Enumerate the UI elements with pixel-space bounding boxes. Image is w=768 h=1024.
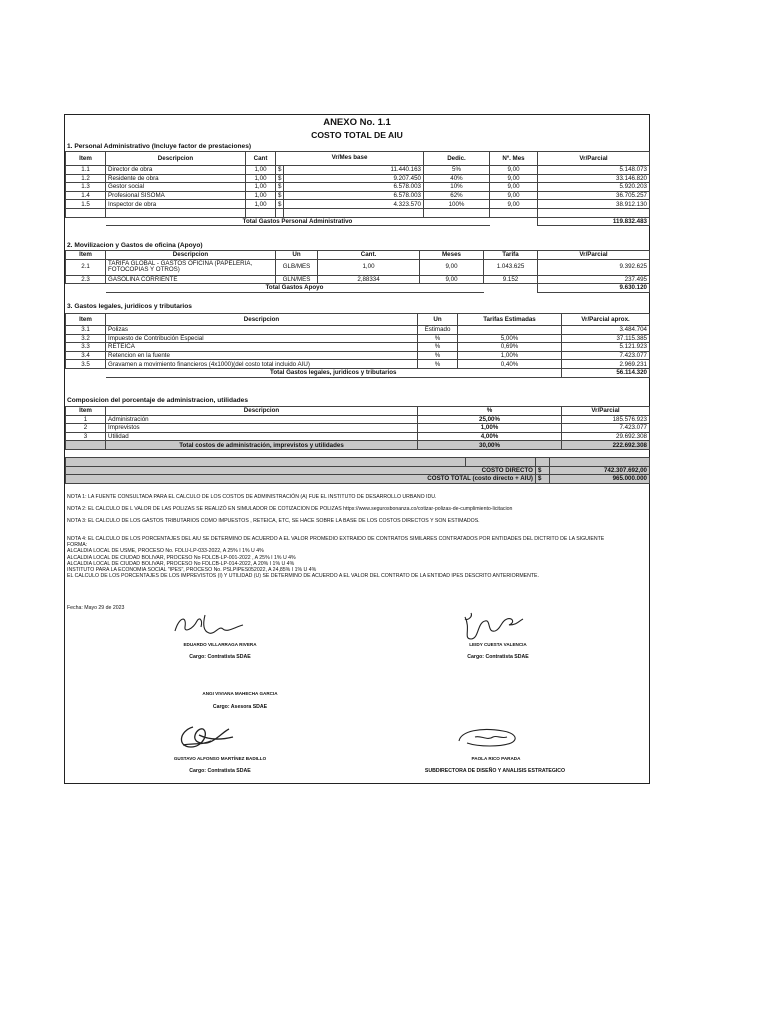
- cell-cant: 1,00: [246, 200, 276, 209]
- table-row: [66, 424, 650, 433]
- cell-pct: 1,00%: [418, 424, 562, 433]
- signature-4-icon: [173, 719, 237, 753]
- col-header: Un: [276, 251, 318, 260]
- cell-base: 4.323.570: [284, 200, 424, 209]
- col-header: Vr/Parcial: [538, 152, 650, 166]
- col-header: Tarifa: [484, 251, 538, 260]
- cell-cur: $: [276, 183, 284, 192]
- costo-directo-label: COSTO DIRECTO: [66, 466, 536, 475]
- table-row: [66, 351, 650, 360]
- section-2-heading: 2. Movilizacion y Gastos de oficina (Apoyo): [67, 242, 203, 249]
- cell-cant: 1,00: [246, 183, 276, 192]
- cell-cant: 2,88334: [318, 275, 420, 284]
- note-4-line: ALCALDIA LOCAL DE CIUDAD BOLIVAR, PROCESO No FDLCB-LP-014-2022, A 20% I 1% U 4%: [67, 560, 295, 567]
- cell-cur: $: [276, 191, 284, 200]
- legales-table: [65, 313, 650, 378]
- note-4-line: NOTA 4: EL CALCULO DE LOS PORCENTAJES DEL AIU SE DETERMINO DE ACUERDO A EL VALOR PROMEDIO EXTRAIDO DE CONTRATOS SIMILARES CONTRATADOS POR ENTIDADES DEL DICTRITO DE LA SIGUIENTE: [67, 536, 605, 542]
- table-row: [66, 174, 650, 183]
- cell-desc: Residente de obra: [106, 174, 246, 183]
- signatory-4-cargo: Cargo: Contratista SDAE: [189, 768, 251, 774]
- table-row: [66, 259, 650, 275]
- cell-item: 2.1: [66, 259, 106, 275]
- cell-desc: Imprevistos: [106, 424, 418, 433]
- section-4-heading: Composicion del porcentaje de administracion, utilidades: [67, 397, 248, 404]
- col-header: Vr/Parcial aprox.: [562, 314, 650, 326]
- cell-parcial: 7.423.077: [562, 351, 650, 360]
- col-header: Vr/Parcial: [538, 251, 650, 260]
- cell-dedic: 10%: [424, 183, 490, 192]
- col-header: Descripcion: [106, 314, 418, 326]
- signatory-2-name: LEIDY CUESTA VALENCIA: [469, 642, 527, 647]
- cell-un: Estimado: [418, 326, 458, 335]
- cell-cur: $: [276, 174, 284, 183]
- cell-item: 1.4: [66, 191, 106, 200]
- section-3-heading: 3. Gastos legales, juridicos y tributarios: [67, 303, 192, 310]
- cell-parcial: 237.495: [538, 275, 650, 284]
- table-row-empty: [66, 208, 650, 217]
- section-1-heading: 1. Personal Administrativo (Incluye factor de prestaciones): [67, 143, 252, 150]
- col-header: Tarifas Estimadas: [458, 314, 562, 326]
- summary-table: [65, 457, 650, 484]
- costo-directo-currency: $: [536, 466, 550, 475]
- table-row: [66, 415, 650, 424]
- total-label: Total Gastos legales, juridicos y tributarios: [106, 368, 562, 377]
- cell-desc: Impuesto de Contribución Especial: [106, 334, 418, 343]
- signatory-2-cargo: Cargo: Contratista SDAE: [467, 654, 529, 660]
- col-header: Item: [66, 314, 106, 326]
- cell-desc: Inspector de obra: [106, 200, 246, 209]
- cell-meses: 9,00: [420, 259, 484, 275]
- table-row: [66, 432, 650, 441]
- table-header-row: [66, 251, 650, 260]
- cell-desc: Retencion en la fuente: [106, 351, 418, 360]
- document-subtitle: COSTO TOTAL DE AIU: [311, 130, 403, 140]
- cell-item: 1.1: [66, 166, 106, 175]
- col-header: %: [418, 407, 562, 416]
- cell-un: %: [418, 343, 458, 352]
- signature-1-icon: [169, 609, 249, 639]
- col-header: Nº. Mes: [490, 152, 538, 166]
- table-row: [66, 191, 650, 200]
- cell-item: 3: [66, 432, 106, 441]
- cell-parcial: 7.423.077: [562, 424, 650, 433]
- cell-item: 3.2: [66, 334, 106, 343]
- cell-desc: Director de obra: [106, 166, 246, 175]
- cell-parcial: 5.148.073: [538, 166, 650, 175]
- col-header: Un: [418, 314, 458, 326]
- cell-desc: Gestor social: [106, 183, 246, 192]
- signatory-5-name: PAOLA RICO PARADA: [471, 756, 521, 761]
- signatory-1-name: EDUARDO VILLARRAGA RIVERA: [183, 642, 257, 647]
- note-4-line: EL CALCULO DE LOS PORCENTAJES DE LOS IMPREVISTOS (I) Y UTILIDAD (U) SE DETERMINO DE ACUERDO A EL VALOR DEL CONTRATO DE LA ENTIDAD IPES DESCRITO ANTERIORMENTE.: [67, 573, 539, 580]
- signatory-1-cargo: Cargo: Contratista SDAE: [189, 654, 251, 660]
- cell-mes: 9,00: [490, 191, 538, 200]
- col-header: Item: [66, 407, 106, 416]
- cell-base: 9.207.450: [284, 174, 424, 183]
- total-value: 119.832.483: [538, 217, 650, 226]
- cell-parcial: 9.392.625: [538, 259, 650, 275]
- cell-cur: $: [276, 200, 284, 209]
- cell-tarifa: 1.043.625: [484, 259, 538, 275]
- cell-item: 2.3: [66, 275, 106, 284]
- cell-parcial: 5.920.203: [538, 183, 650, 192]
- cell-desc: Utilidad: [106, 432, 418, 441]
- costo-directo-row: [66, 466, 650, 475]
- col-header: Item: [66, 251, 106, 260]
- cell-tarifa: 0,69%: [458, 343, 562, 352]
- cell-item: 1: [66, 415, 106, 424]
- costo-total-currency: $: [536, 475, 550, 484]
- cell-parcial: 2.969.231: [562, 360, 650, 369]
- col-header: Descripcion: [106, 407, 418, 416]
- note-1: NOTA 1: LA FUENTE CONSULTADA PARA EL CALCULO DE LOS COSTOS DE ADMINISTRACIÓN (A) FUE EL INSTITUTO DE DESARROLLO URBANO IDU.: [67, 494, 437, 500]
- table-total-row: [66, 217, 650, 226]
- cell-tarifa: 0,40%: [458, 360, 562, 369]
- cell-item: 1.3: [66, 183, 106, 192]
- cell-desc: Gravamen a movimiento financieros (4x1000)(del costo total incluido AIU): [106, 360, 418, 369]
- cell-item: 1.2: [66, 174, 106, 183]
- cell-desc: [106, 259, 276, 275]
- table-header-row: [66, 314, 650, 326]
- cell-cant: 1,00: [318, 259, 420, 275]
- cell-parcial: 29.692.308: [562, 432, 650, 441]
- col-header: Cant: [246, 152, 276, 166]
- document-title: ANEXO No. 1.1: [323, 117, 391, 128]
- cell-meses: 9,00: [420, 275, 484, 284]
- note-4-line: INSTITUTO PARA LA ECONOMIA SOCIAL "IPES", PROCESO No. PSLPIPES052022, A 24,85% I 1% U 4%: [67, 567, 317, 574]
- note-4: [67, 536, 647, 579]
- total-pct: 30,00%: [418, 441, 562, 450]
- signatory-4-name: GUSTAVO ALFONSO MARTÍNEZ BADILLO: [173, 756, 267, 761]
- note-4-line: ALCALDIA LOCAL DE CIUDAD BOLIVAR, PROCESO No FDLCB-LP-001-2022 , A 25% I 1% U 4%: [67, 554, 296, 561]
- cell-item: 3.1: [66, 326, 106, 335]
- table-row: [66, 326, 650, 335]
- table-total-row: [66, 284, 650, 293]
- aiu-composition-table: [65, 406, 650, 450]
- table-row: [66, 343, 650, 352]
- note-2: NOTA 2: EL CALCULO DE L VALOR DE LAS POLIZAS SE REALIZÓ EN SIMULADOR DE COTIZACION DE POLIZAS https://www.segurosbonanza.co/cotizar-polizas-de-cumplimiento-licitacion: [67, 506, 513, 512]
- fecha: Fecha: Mayo 29 de 2023: [67, 605, 125, 611]
- col-header: Vr/Parcial: [562, 407, 650, 416]
- table-header-row: [66, 152, 650, 166]
- cell-mes: 9,00: [490, 174, 538, 183]
- cell-parcial: 5.121.923: [562, 343, 650, 352]
- cell-parcial: 38.912.130: [538, 200, 650, 209]
- cell-dedic: 62%: [424, 191, 490, 200]
- signatory-3-cargo: Cargo: Asesora SDAE: [212, 704, 268, 710]
- cell-un: GLN/MES: [276, 275, 318, 284]
- summary-spacer-row: [66, 458, 650, 467]
- cell-pct: 4,00%: [418, 432, 562, 441]
- cell-mes: 9,00: [490, 200, 538, 209]
- note-3: NOTA 3: EL CALCULO DE LOS GASTOS TRIBUTARIOS COMO IMPUESTOS , RETEICA, ETC, SE HACE SOBRE LA BASE DE LOS COSTOS DIRECTOS Y SON ESTIMADOS.: [67, 518, 480, 524]
- total-label: Total Gastos Personal Administrativo: [106, 217, 490, 226]
- cell-pct: 25,00%: [418, 415, 562, 424]
- cell-mes: 9,00: [490, 166, 538, 175]
- cell-tarifa: 9.152: [484, 275, 538, 284]
- cell-desc: Polizas: [106, 326, 418, 335]
- signature-2-icon: [457, 609, 527, 643]
- cell-tarifa: [458, 326, 562, 335]
- col-header: Item: [66, 152, 106, 166]
- col-header: Vr/Mes base: [276, 152, 424, 166]
- desc-line: FOTOCOPIAS Y OTROS): [108, 266, 180, 274]
- cell-dedic: 5%: [424, 166, 490, 175]
- cell-cur: $: [276, 166, 284, 175]
- cell-dedic: 100%: [424, 200, 490, 209]
- costo-total-label: COSTO TOTAL (costo directo + AIU): [66, 475, 536, 484]
- cell-tarifa: 5,00%: [458, 334, 562, 343]
- cell-item: 2: [66, 424, 106, 433]
- total-label: Total Gastos Apoyo: [106, 284, 484, 293]
- cell-base: 6.578.003: [284, 183, 424, 192]
- cell-parcial: 37.115.385: [562, 334, 650, 343]
- cell-desc: RETEICA: [106, 343, 418, 352]
- note-4-line: ALCALDIA LOCAL DE USME, PROCESO No. FDLU-LP-033-2022, A 25% I 1% U 4%: [67, 548, 264, 555]
- cell-base: 6.578.003: [284, 191, 424, 200]
- total-value: 9.630.120: [538, 284, 650, 293]
- cell-dedic: 40%: [424, 174, 490, 183]
- col-header: Descripcion: [106, 251, 276, 260]
- cell-un: %: [418, 360, 458, 369]
- cell-cant: 1,00: [246, 191, 276, 200]
- cell-parcial: 3.484.704: [562, 326, 650, 335]
- cell-item: 1.5: [66, 200, 106, 209]
- cell-un: %: [418, 351, 458, 360]
- cell-parcial: 185.576.923: [562, 415, 650, 424]
- desc-line: TARIFA GLOBAL - GASTOS OFICINA (PAPELERIA,: [108, 259, 253, 267]
- note-4-line: FORMA:: [67, 542, 88, 549]
- cell-desc: Administración: [106, 415, 418, 424]
- signature-5-icon: [453, 723, 523, 751]
- cell-parcial: 36.705.257: [538, 191, 650, 200]
- cell-desc: Profesional SISOMA: [106, 191, 246, 200]
- personal-table: [65, 151, 650, 226]
- costo-total-value: 965.000.000: [550, 475, 650, 484]
- cell-un: %: [418, 334, 458, 343]
- costo-directo-value: 742.307.692,00: [550, 466, 650, 475]
- table-row: [66, 183, 650, 192]
- costo-total-row: [66, 475, 650, 484]
- cell-base: 11.440.163: [284, 166, 424, 175]
- table-row: [66, 334, 650, 343]
- table-total-row: [66, 368, 650, 377]
- cell-un: GLB/MES: [276, 259, 318, 275]
- cell-desc: GASOLINA CORRIENTE: [106, 275, 276, 284]
- cell-item: 3.4: [66, 351, 106, 360]
- table-header-row: [66, 407, 650, 416]
- col-header: Dedic.: [424, 152, 490, 166]
- col-header: Descripcion: [106, 152, 246, 166]
- signatory-3-name: ANGI VIVIANA MAHECHA GARCIA: [202, 691, 278, 696]
- col-header: Cant.: [318, 251, 420, 260]
- total-label: Total costos de administración, imprevistos y utilidades: [106, 441, 418, 450]
- table-row: [66, 275, 650, 284]
- signatory-5-cargo: SUBDIRECTORA DE DISEÑO Y ANALISIS ESTRATEGICO: [424, 768, 566, 774]
- total-value: 222.692.308: [562, 441, 650, 450]
- table-row: [66, 166, 650, 175]
- col-header: Meses: [420, 251, 484, 260]
- cell-mes: 9,00: [490, 183, 538, 192]
- cell-parcial: 33.146.820: [538, 174, 650, 183]
- cell-item: 3.5: [66, 360, 106, 369]
- table-row: [66, 360, 650, 369]
- cell-tarifa: 1,00%: [458, 351, 562, 360]
- table-row: [66, 200, 650, 209]
- table-total-row: [66, 441, 650, 450]
- total-value: 56.114.320: [562, 368, 650, 377]
- apoyo-table: [65, 250, 650, 293]
- cell-cant: 1,00: [246, 174, 276, 183]
- cell-cant: 1,00: [246, 166, 276, 175]
- cell-item: 3.3: [66, 343, 106, 352]
- aiu-sheet: [64, 114, 650, 784]
